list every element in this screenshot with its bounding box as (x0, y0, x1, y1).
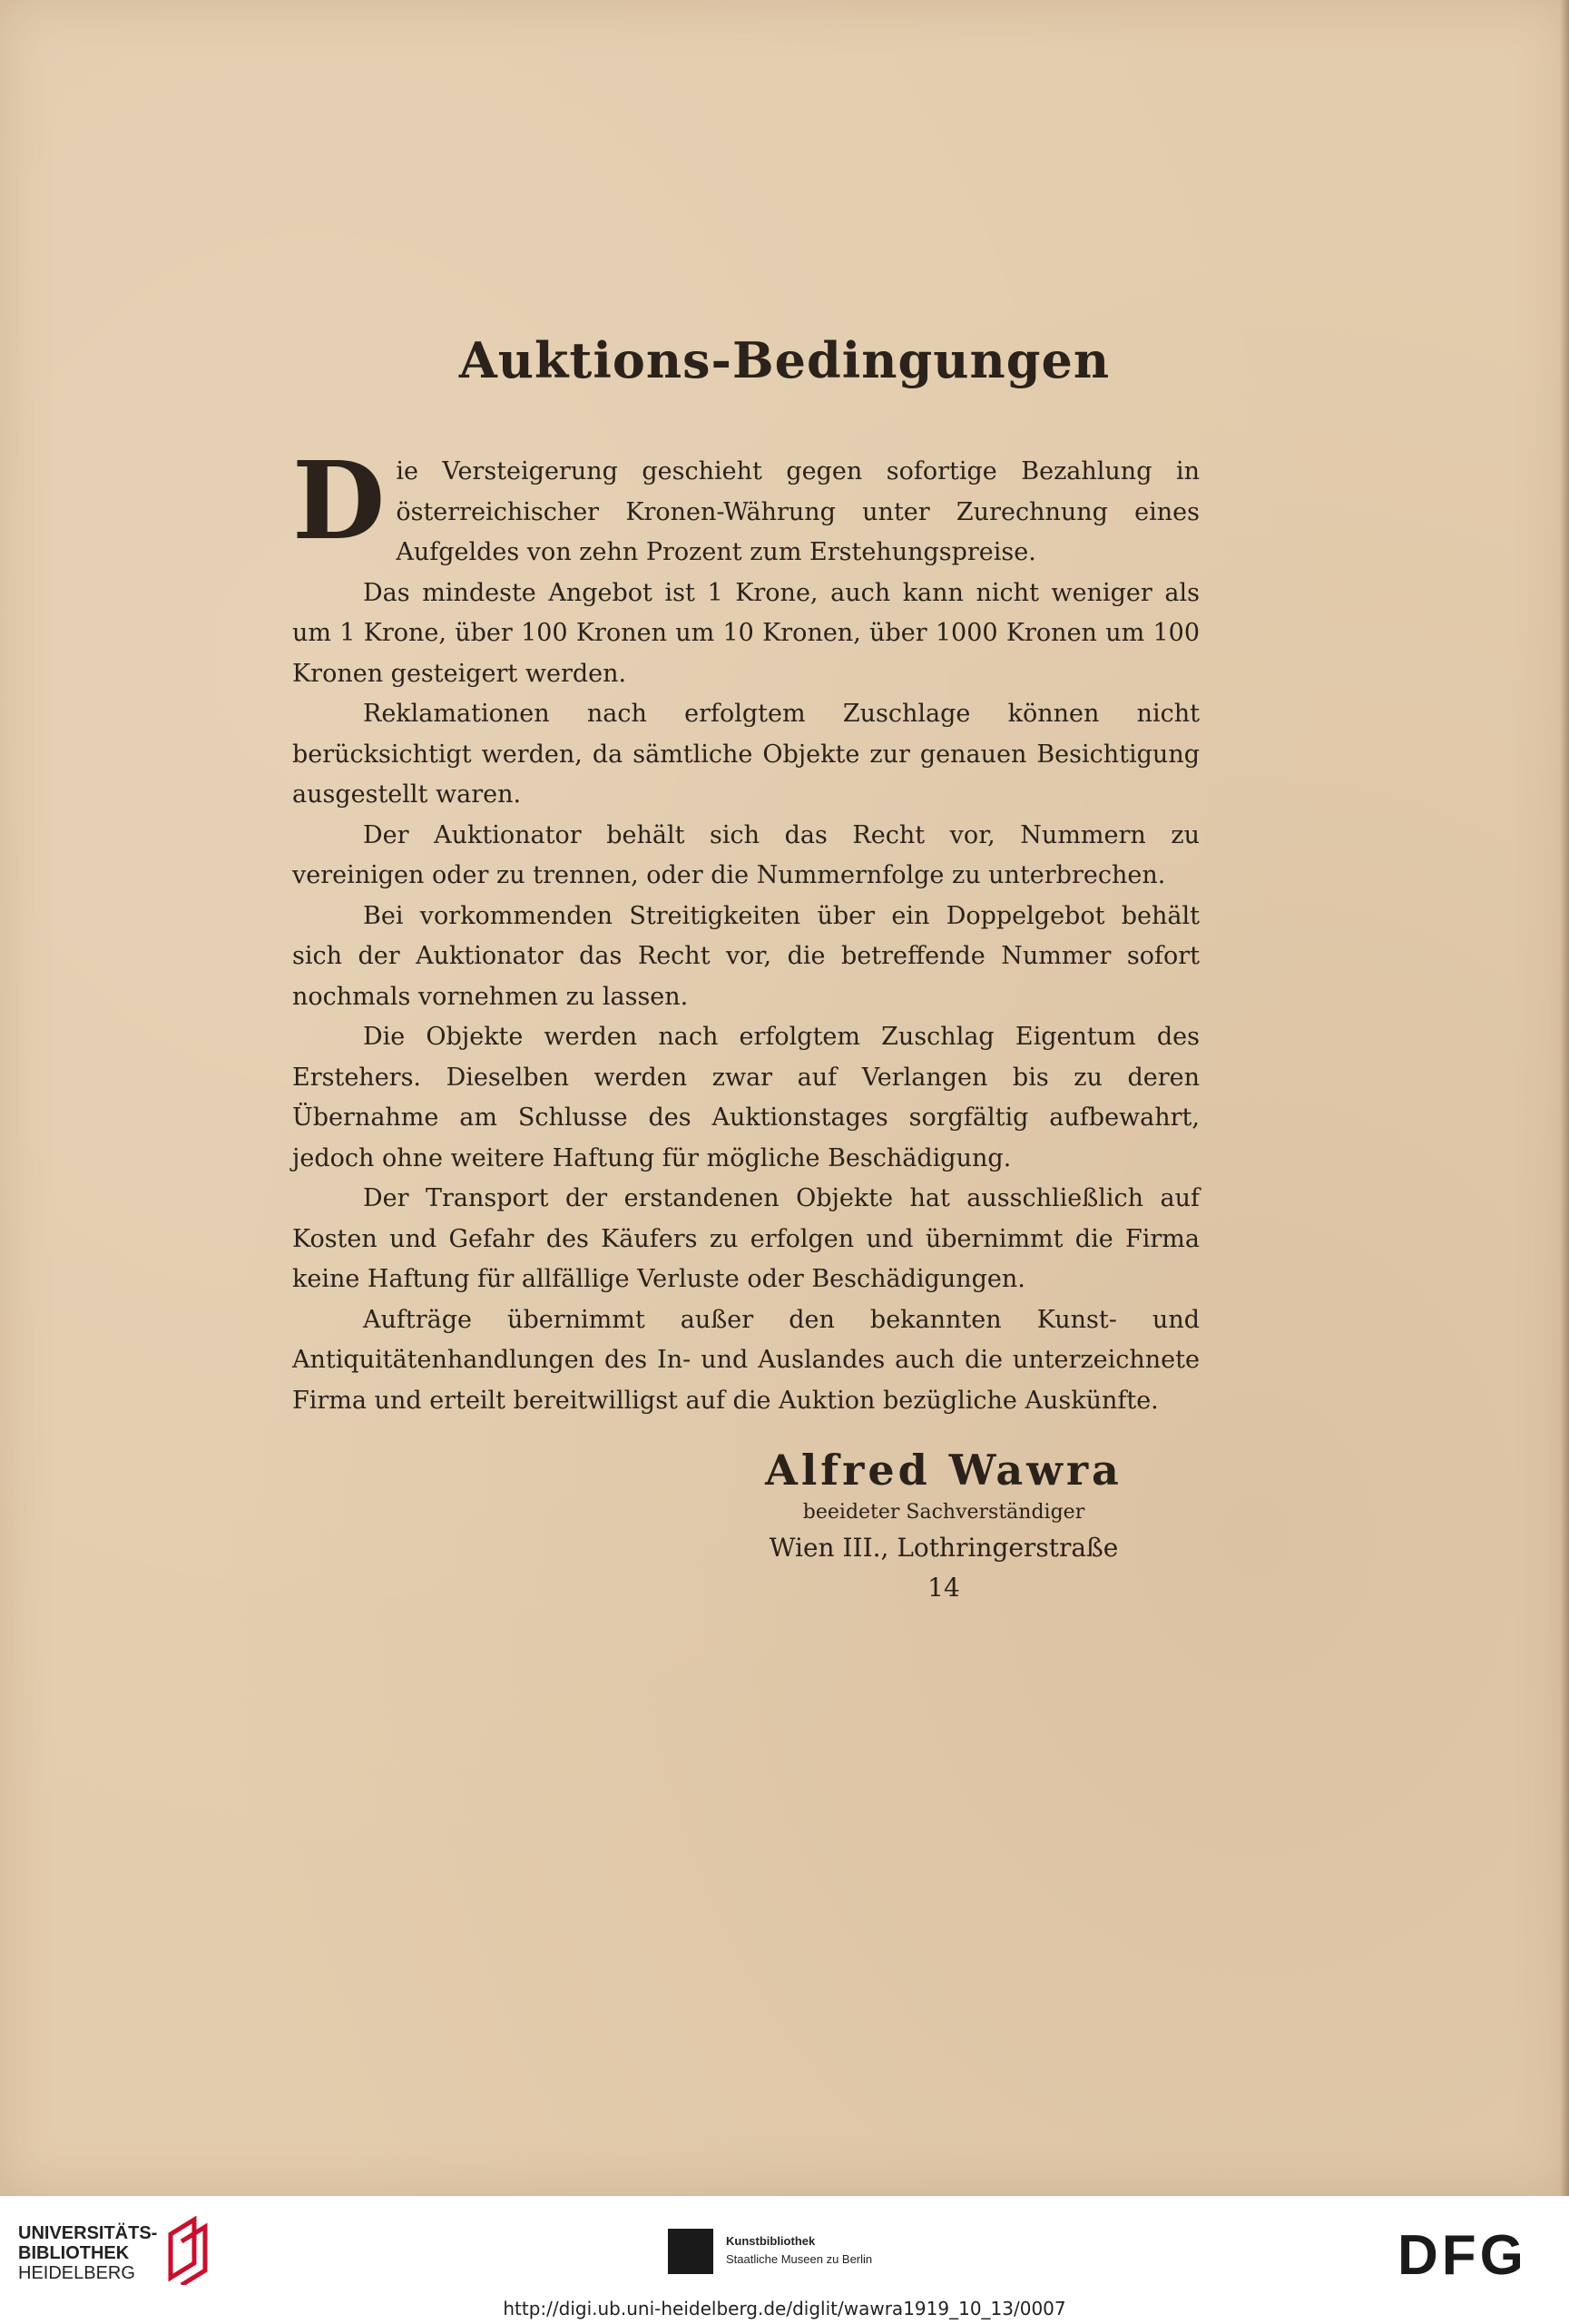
paragraph-4: Der Auktionator behält sich das Recht vor, Nummern zu vereinigen oder zu trennen, oder die Nummernfolge zu unterbrechen. (292, 820, 1200, 889)
paragraph-1 (292, 437, 1200, 574)
paragraph-6: Die Objekte werden nach erfolgtem Zuschlag Eigentum des Erstehers. Dieselben werden zwar auf Verlangen bis zu deren Übernahme am Schlusse des Auktionstages sorgfältig aufbewahrt, jedoch ohne weitere Haftung für mögliche Beschädigung. (292, 1023, 1200, 1172)
page-edge-shadow (1560, 0, 1569, 2196)
document-title: Auktions-Bedingungen (458, 331, 1111, 389)
signature-address: Wien III., Lothringerstraße 14 (769, 1533, 1119, 1603)
signature-block (753, 1443, 1134, 1608)
conditions-text (292, 437, 1200, 1421)
digitization-footer (0, 2196, 1569, 2294)
paragraph-2: Das mindeste Angebot ist 1 Krone, auch kann nicht weniger als um 1 Krone, über 100 Kronen um 10 Kronen, über 1000 Kronen um 100 Kronen gesteigert werden. (292, 578, 1200, 688)
paragraph-8: Aufträge übernimmt außer den bekannten Kunst- und Antiquitätenhandlungen des In- und Auslandes auch die unterzeichnete Firma und erteilt bereitwilligst auf die Auktion bezügliche Auskünfte. (292, 1305, 1200, 1415)
drop-cap: D (292, 437, 386, 564)
kunstbibliothek-name: Kunstbibliothek (726, 2234, 816, 2248)
uni-logo-line-1: UNIVERSITÄTS- (18, 2223, 158, 2243)
dfg-logo[interactable]: DFG (1397, 2224, 1527, 2287)
uni-logo-line-3: HEIDELBERG (18, 2263, 135, 2283)
paragraph-7: Der Transport der erstandenen Objekte hat ausschließlich auf Kosten und Gefahr des Käufers zu erfolgen und übernimmt die Firma keine Haftung für allfällige Verluste oder Beschädigungen. (292, 1184, 1200, 1293)
paragraph-1-text: ie Versteigerung geschieht gegen sofortige Bezahlung in österreichischer Kronen-Währung unter Zurechnung eines Aufgeldes von zehn Prozent zum Erstehungspreise. (396, 457, 1200, 566)
paragraph-5: Bei vorkommenden Streitigkeiten über ein Doppelgebot behält sich der Auktionator das Recht vor, die betreffende Nummer sofort nochmals vornehmen zu lassen. (292, 901, 1200, 1011)
kunstbibliothek-subtitle: Staatliche Museen zu Berlin (726, 2252, 873, 2266)
heidelberg-mark-icon (162, 2216, 212, 2285)
signature-name: Alfred Wawra (765, 1446, 1123, 1495)
signature-role: beeideter Sachverständiger (802, 1501, 1085, 1524)
kunstbibliothek-logo-icon (668, 2229, 713, 2274)
uni-logo-line-2: BIBLIOTHEK (18, 2243, 130, 2263)
kunstbibliothek-label[interactable] (726, 2232, 872, 2269)
paragraph-3: Reklamationen nach erfolgtem Zuschlage können nicht berücksichtigt werden, da sämtliche Objekte zur genauen Besichtigung ausgestellt waren. (292, 700, 1200, 809)
permalink-url[interactable]: http://digi.ub.uni-heidelberg.de/diglit/wawra1919_10_13/0007 (503, 2298, 1066, 2319)
